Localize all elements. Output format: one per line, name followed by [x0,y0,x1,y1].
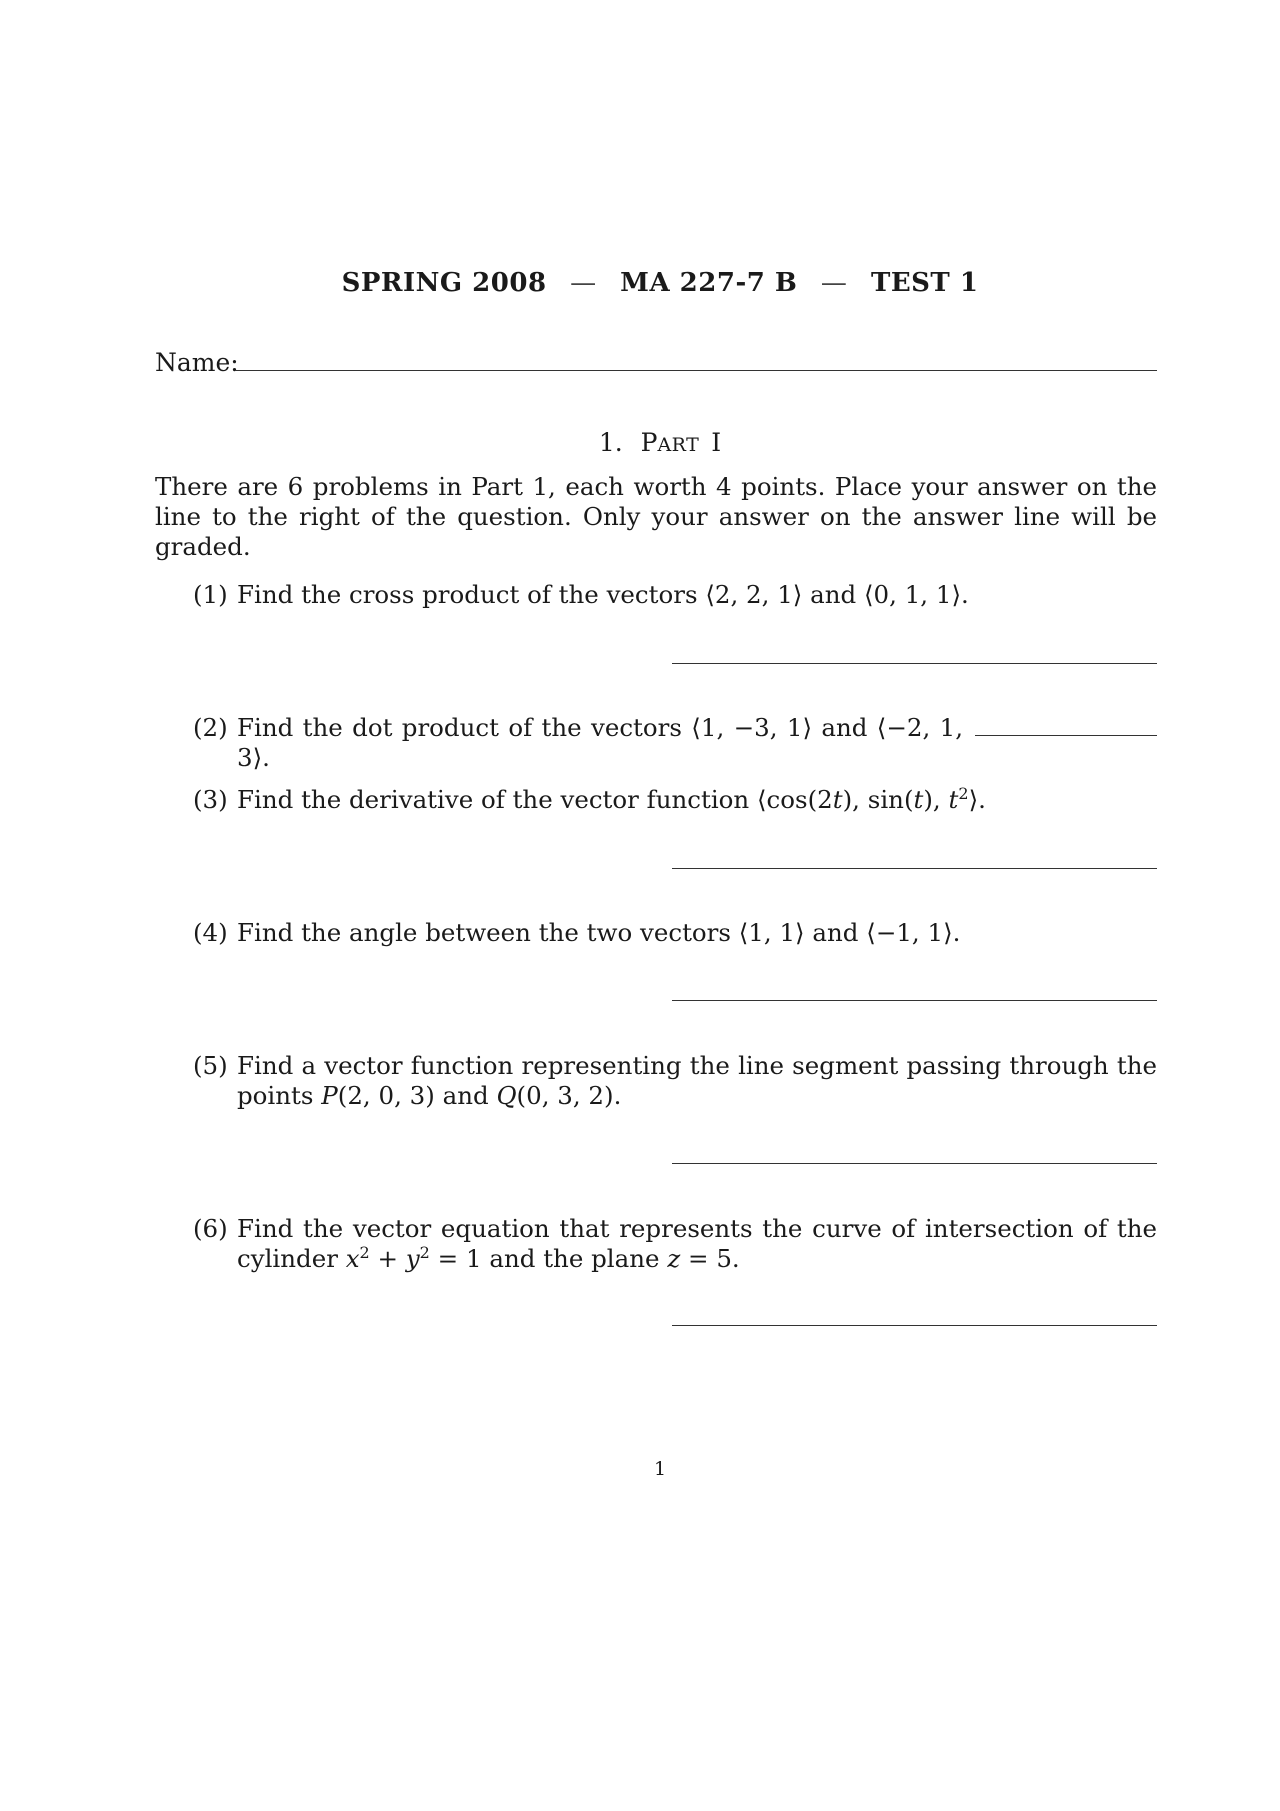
header-semester: SPRING 2008 [341,268,547,298]
answer-line-5[interactable] [672,1163,1157,1164]
section-title [0,428,1280,457]
question-number: (5) [193,1051,228,1080]
question-text: Find the vector equation that represents the curve of intersection of the cylinder $x^2 + y^2 = 1$ and the plane z = 5. [237,1214,1157,1273]
header-separator: — [570,268,597,298]
question-text: Find a vector function representing the line segment passing through the points P(2, 0, 3) and Q(0, 3, 2). [237,1051,1157,1110]
name-answer-line[interactable] [235,370,1157,371]
section-title-initial: P [640,428,658,457]
question-text: Find the angle between the two vectors ⟨1, 1⟩ and ⟨−1, 1⟩. [237,918,961,947]
answer-line-6[interactable] [672,1325,1157,1326]
answer-line-4[interactable] [672,1000,1157,1001]
question-text: Find the cross product of the vectors ⟨2, 2, 1⟩ and ⟨0, 1, 1⟩. [237,580,969,609]
question-5 [193,1051,1157,1111]
question-number: (1) [193,580,228,609]
question-number: (4) [193,918,228,947]
question-4 [193,918,1157,948]
header-test: TEST 1 [870,268,979,298]
question-3 [193,785,1157,815]
question-number: (6) [193,1214,228,1243]
exam-header [0,268,1280,298]
section-number: 1. [598,428,623,457]
question-text: Find the derivative of the vector function ⟨cos(2t), sin(t), $t^2⟩$. [237,783,986,814]
question-6 [193,1214,1157,1274]
page-number: 1 [653,1458,667,1480]
question-number: (2) [193,713,228,742]
question-2 [193,713,963,773]
section-title-rest: ART [657,434,700,456]
question-number: (3) [193,785,228,814]
header-course: MA 227-7 B [620,268,798,298]
answer-line-2[interactable] [975,735,1157,736]
question-1 [193,580,1157,610]
answer-line-3[interactable] [672,868,1157,869]
header-separator: — [820,268,848,298]
name-label: Name: [155,348,239,377]
section-title-roman: I [711,428,722,457]
question-text: Find the dot product of the vectors ⟨1, −3, 1⟩ and ⟨−2, 1, 3⟩. [237,713,963,772]
instructions-paragraph: There are 6 problems in Part 1, each worth 4 points. Place your answer on the line to the right of the question. Only your answer on the answer line will be graded. [155,472,1157,561]
answer-line-1[interactable] [672,663,1157,664]
